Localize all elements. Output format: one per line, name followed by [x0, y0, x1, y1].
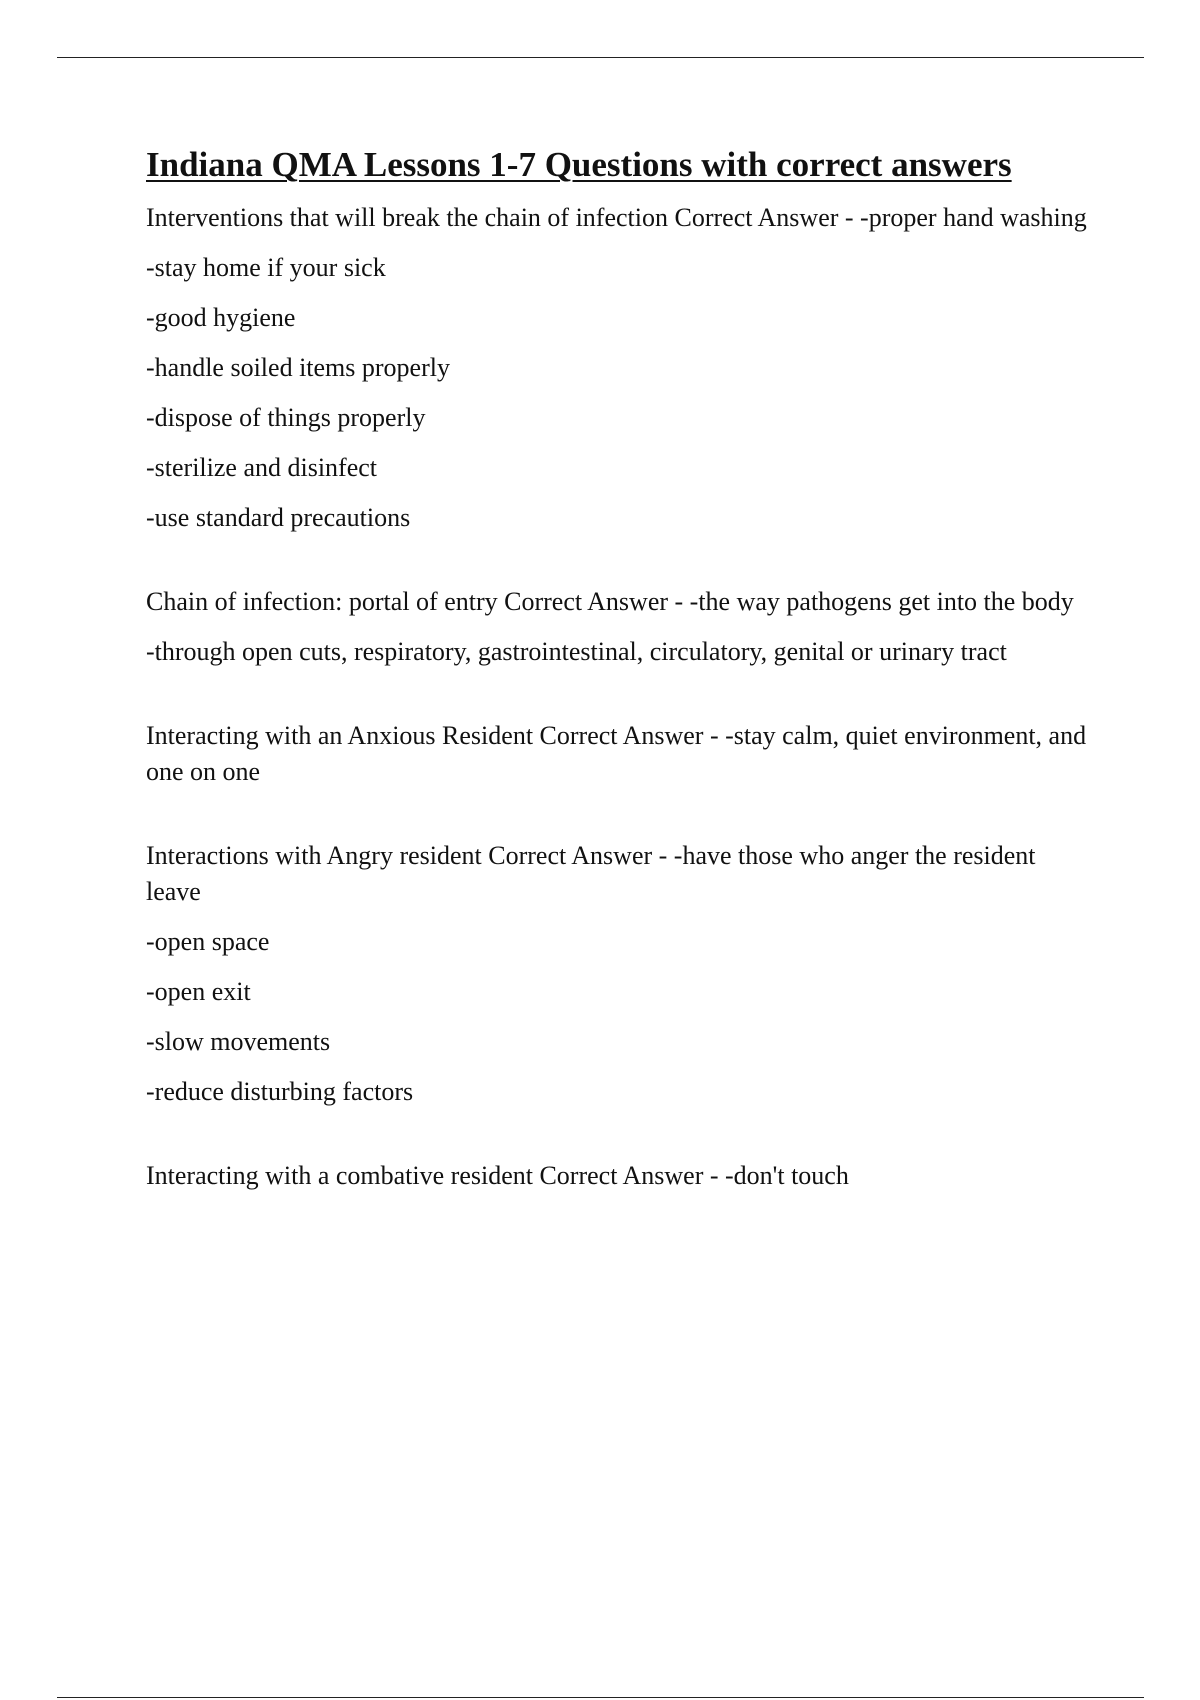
answer-line: -slow movements	[146, 1027, 331, 1056]
answer-line: -good hygiene	[146, 303, 296, 332]
qa-entry-anxious-resident	[146, 718, 1096, 790]
answer-line: -open exit	[146, 977, 251, 1006]
question-line: Interacting with a combative resident Correct Answer - -don't touch	[146, 1161, 849, 1190]
document-page	[146, 140, 1096, 1242]
answer-line: -handle soiled items properly	[146, 353, 450, 382]
question-line: Interactions with Angry resident Correct Answer - -have those who anger the resident leave	[146, 841, 1036, 906]
qa-entry-infection-interventions	[146, 200, 1096, 536]
answer-line: -dispose of things properly	[146, 403, 426, 432]
bottom-divider	[57, 1697, 1144, 1698]
question-line: Interventions that will break the chain of infection Correct Answer - -proper hand washing	[146, 203, 1087, 232]
top-divider	[57, 57, 1144, 58]
question-line: Interacting with an Anxious Resident Correct Answer - -stay calm, quiet environment, and one on one	[146, 721, 1087, 786]
answer-line: -open space	[146, 927, 270, 956]
question-line: Chain of infection: portal of entry Correct Answer - -the way pathogens get into the body	[146, 587, 1074, 616]
answer-line: -stay home if your sick	[146, 253, 386, 282]
qa-entry-angry-resident	[146, 838, 1096, 1110]
document-title: Indiana QMA Lessons 1-7 Questions with correct answers	[146, 145, 1012, 184]
answer-line: -sterilize and disinfect	[146, 453, 378, 482]
qa-entry-portal-of-entry	[146, 584, 1096, 670]
answer-line: -use standard precautions	[146, 503, 411, 532]
answer-line: -reduce disturbing factors	[146, 1077, 414, 1106]
answer-line: -through open cuts, respiratory, gastrointestinal, circulatory, genital or urinary tract	[146, 637, 1007, 666]
qa-entry-combative-resident	[146, 1158, 1096, 1194]
